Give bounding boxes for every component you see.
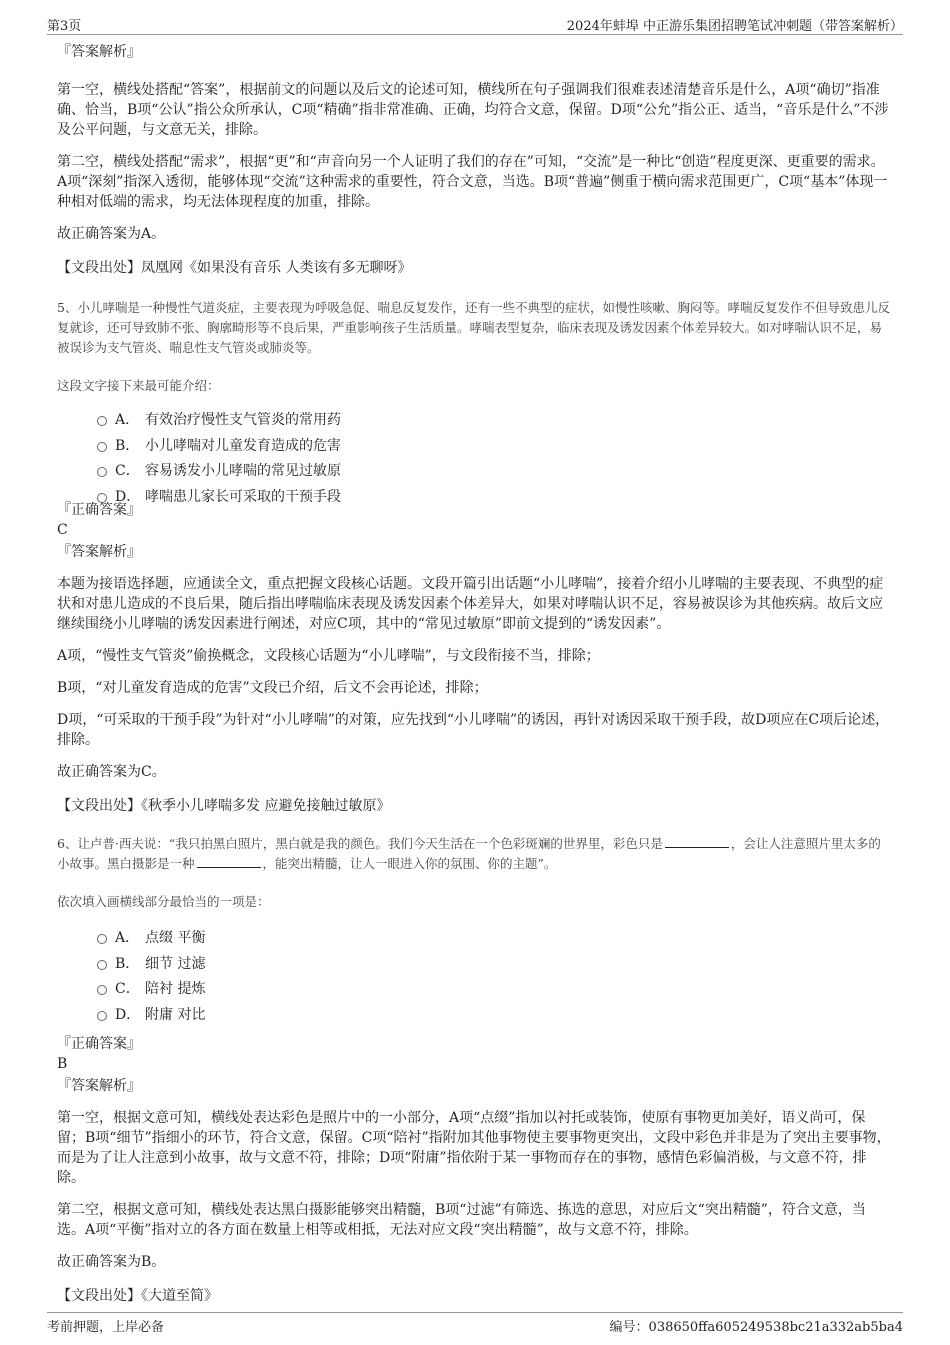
q4-conclusion: 故正确答案为A。 (57, 226, 166, 242)
page-content (57, 42, 893, 1306)
radio-icon[interactable] (97, 1011, 107, 1021)
q5-option-c[interactable]: C． 容易诱发小儿哮喘的常见过敏原 (97, 459, 893, 485)
page-footer (47, 1312, 903, 1335)
q6-analysis-para2: 第二空，根据文意可知，横线处表达黑白摄影能够突出精髓，B项“过滤”有筛选、拣选的意思，对应后文“突出精髓”，符合文意，当选。A项“平衡”指对立的各方面在数量上相等或相抵，无法对应文段“突出精髓”，故与文意不符，排除。 (57, 1202, 866, 1238)
page-number: 第3页 (47, 19, 82, 34)
q5-correct-answer: C (57, 522, 68, 538)
q6-stem: 6、让卢普·西夫说：“我只拍黑白照片，黑白就是我的颜色。我们今天生活在一个色彩斑斓的世界里，彩色只是 ，会让人注意照片里太多的小故事。黑白摄影是一种 ，能突出精髓，让人一眼进入你的氛围、你的主题”。 (57, 836, 881, 871)
q4-analysis-label: 『答案解析』 (57, 44, 141, 60)
answer-blank-1 (665, 835, 729, 848)
q5-stem: 5、小儿哮喘是一种慢性气道炎症，主要表现为呼吸急促、喘息反复发作，还有一些不典型的症状，如慢性咳嗽、胸闷等。哮喘反复发作不但导致患儿反复就诊，还可导致肺不张、胸廓畸形等不良后果，严重影响孩子生活质量。哮喘表型复杂，临床表现及诱发因素个体差异较大。如对哮喘认识不足，易被误诊为支气管炎、喘息性支气管炎或肺炎等。 (57, 300, 890, 355)
radio-icon[interactable] (97, 416, 107, 426)
q6-option-d[interactable]: D． 附庸 对比 (97, 1003, 893, 1029)
page-header (47, 14, 903, 35)
q5-conclusion: 故正确答案为C。 (57, 764, 166, 780)
q6-options (97, 926, 893, 1028)
q6-source: 【文段出处】《大道至简》 (57, 1288, 218, 1304)
q6-analysis-label: 『答案解析』 (57, 1078, 141, 1094)
q6-option-b[interactable]: B． 细节 过滤 (97, 952, 893, 978)
q4-source: 【文段出处】凤凰网《如果没有音乐 人类该有多无聊呀》 (57, 260, 412, 276)
q6-correct-answer: B (57, 1056, 68, 1072)
q5-options (97, 408, 893, 510)
radio-icon[interactable] (97, 985, 107, 995)
q5-analysis-label: 『答案解析』 (57, 544, 141, 560)
q5-option-d[interactable]: D． 哮喘患儿家长可采取的干预手段 (97, 485, 893, 511)
radio-icon[interactable] (97, 442, 107, 452)
answer-blank-2 (197, 855, 261, 868)
q5-prompt: 这段文字接下来最可能介绍： (57, 378, 220, 393)
radio-icon[interactable] (97, 960, 107, 970)
q5-analysis-para1: 本题为接语选择题，应通读全文，重点把握文段核心话题。文段开篇引出话题“小儿哮喘”，接着介绍小儿哮喘的主要表现、不典型的症状和对患儿造成的不良后果，随后指出哮喘临床表现及诱发因素个体差异大，如果对哮喘认识不足，容易被误诊为其他疾病。故后文应继续围绕小儿哮喘的诱发因素进行阐述，对应C项，其中的“常见过敏原”即前文提到的“诱发因素”。 (57, 576, 884, 632)
q5-analysis-para4: D项，“可采取的干预手段”为针对“小儿哮喘”的对策，应先找到“小儿哮喘”的诱因，再针对诱因采取干预手段，故D项应在C项后论述，排除。 (57, 712, 890, 748)
q5-option-b[interactable]: B． 小儿哮喘对儿童发育造成的危害 (97, 434, 893, 460)
q5-correct-label: 『正确答案』 (57, 502, 141, 518)
footer-serial: 编号：038650ffa605249538bc21a332ab5ba4 (609, 1320, 903, 1335)
q6-conclusion: 故正确答案为B。 (57, 1254, 166, 1270)
q4-analysis-para1: 第一空，横线处搭配“答案”，根据前文的问题以及后文的论述可知，横线所在句子强调我们很难表述清楚音乐是什么，A项“确切”指准确、恰当，B项“公认”指公众所承认，C项“精确”指非常准确、正确，均符合文意，保留。D项“公允”指公正、适当，“音乐是什么”不涉及公平问题，与文意无关，排除。 (57, 82, 889, 138)
q5-analysis-para2: A项，“慢性支气管炎”偷换概念，文段核心话题为“小儿哮喘”，与文段衔接不当，排除； (57, 648, 600, 664)
radio-icon[interactable] (97, 467, 107, 477)
q6-option-c[interactable]: C． 陪衬 提炼 (97, 977, 893, 1003)
q6-correct-label: 『正确答案』 (57, 1036, 141, 1052)
q6-analysis-para1: 第一空，根据文意可知，横线处表达彩色是照片中的一小部分，A项“点缀”指加以衬托或装饰，使原有事物更加美好，语义尚可，保留；B项“细节”指细小的环节，符合文意，保留。C项“陪衬”指附加其他事物使主要事物更突出，文段中彩色并非是为了突出主要事物，而是为了让人注意到小故事，故与文意不符，排除；D项“附庸”指依附于某一事物而存在的事物，感情色彩偏消极，与文意不符，排除。 (57, 1110, 891, 1186)
radio-icon[interactable] (97, 934, 107, 944)
document-title: 2024年蚌埠 中正游乐集团招聘笔试冲刺题（带答案解析） (566, 19, 903, 34)
q5-option-a[interactable]: A． 有效治疗慢性支气管炎的常用药 (97, 408, 893, 434)
q5-source: 【文段出处】《秋季小儿哮喘多发 应避免接触过敏原》 (57, 798, 391, 814)
q6-option-a[interactable]: A． 点缀 平衡 (97, 926, 893, 952)
radio-icon[interactable] (97, 493, 107, 503)
q4-analysis-para2: 第二空，横线处搭配“需求”，根据“更”和“声音向另一个人证明了我们的存在”可知，“交流”是一种比“创造”程度更深、更重要的需求。A项“深刻”指深入透彻，能够体现“交流”这种需求的重要性，符合文意，当选。B项“普遍”侧重于横向需求范围更广，C项“基本”体现一种相对低端的需求，均无法体现程度的加重，排除。 (57, 154, 888, 210)
q6-prompt: 依次填入画横线部分最恰当的一项是： (57, 894, 270, 909)
footer-slogan: 考前押题，上岸必备 (47, 1320, 165, 1335)
q5-analysis-para3: B项，“对儿童发育造成的危害”文段已介绍，后文不会再论述，排除； (57, 680, 488, 696)
